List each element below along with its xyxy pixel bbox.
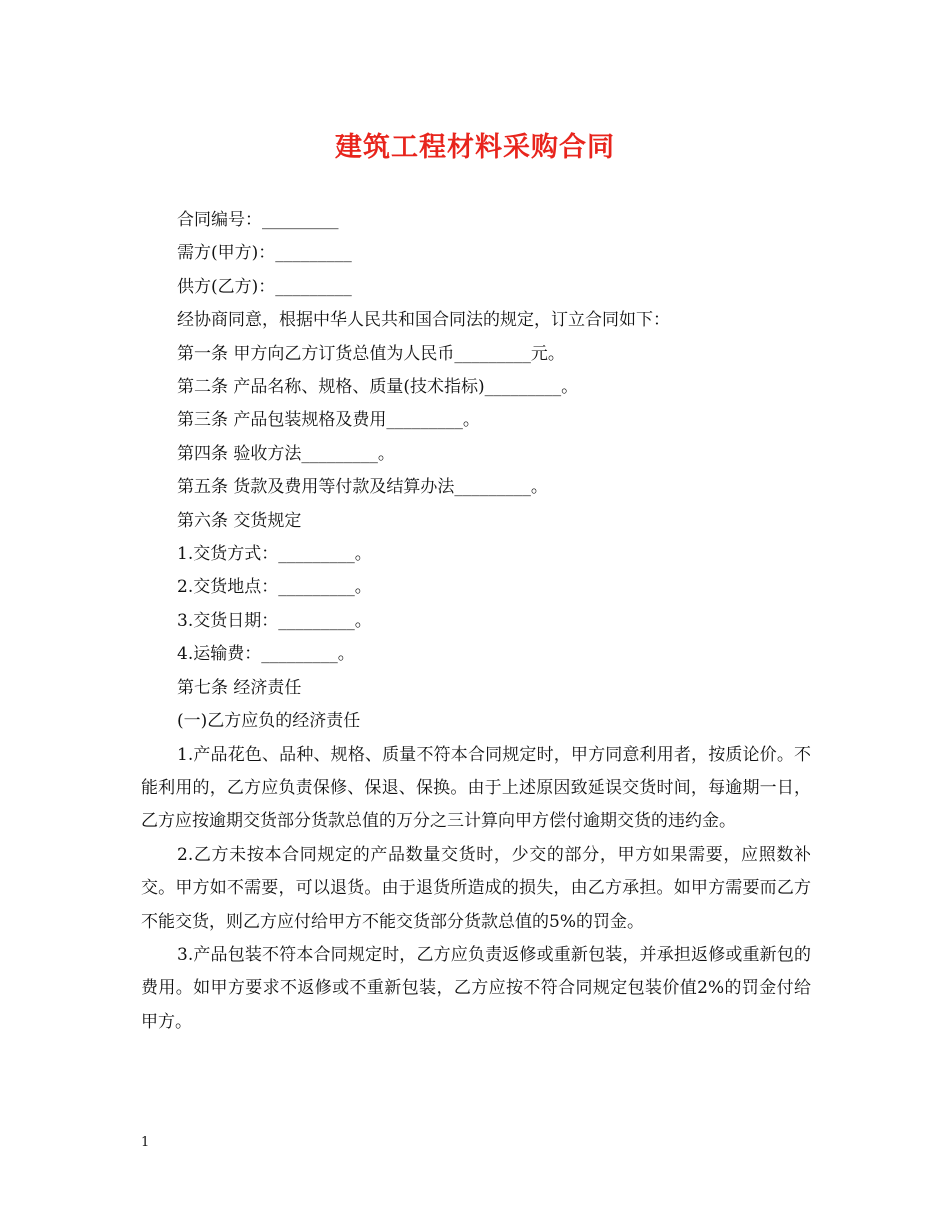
buyer-line: 需方(甲方)：_________ <box>177 243 352 264</box>
liability-paragraph-2: 2.乙方未按本合同规定的产品数量交货时，少交的部分，甲方如果需要，应照数补交。甲方如不需要，可以退货。由于退货所造成的损失，由乙方承担。如甲方需要而乙方不能交货，则乙方应付给甲方不能交货部分货款总值的5%的罚金。 <box>141 844 811 932</box>
article-3: 第三条 产品包装规格及费用_________。 <box>177 410 480 431</box>
article-6-heading: 第六条 交货规定 <box>177 510 302 531</box>
delivery-date: 3.交货日期：_________。 <box>177 610 372 631</box>
transport-fee: 4.运输费：_________。 <box>177 644 355 665</box>
liability-paragraph-3: 3.产品包装不符本合同规定时，乙方应负责返修或重新包装，并承担返修或重新包的费用。如甲方要求不返修或不重新包装，乙方应按不符合同规定包装价值2%的罚金付给甲方。 <box>141 944 811 1032</box>
article-1: 第一条 甲方向乙方订货总值为人民币_________元。 <box>177 343 565 364</box>
liability-paragraph-1: 1.产品花色、品种、规格、质量不符本合同规定时，甲方同意利用者，按质论价。不能利用的，乙方应负责保修、保退、保换。由于上述原因致延误交货时间，每逾期一日，乙方应按逾期交货部分货款总值的万分之三计算向甲方偿付逾期交货的违约金。 <box>141 744 811 832</box>
document-body <box>141 204 811 1039</box>
article-2: 第二条 产品名称、规格、质量(技术指标)_________。 <box>177 377 579 398</box>
article-5: 第五条 货款及费用等付款及结算办法_________。 <box>177 477 548 498</box>
delivery-method: 1.交货方式：_________。 <box>177 544 372 565</box>
page-number: 1 <box>141 1135 150 1150</box>
article-7-heading: 第七条 经济责任 <box>177 677 302 698</box>
section-one-heading: (一)乙方应负的经济责任 <box>177 711 361 732</box>
contract-number-line: 合同编号：_________ <box>177 210 339 230</box>
document-title: 建筑工程材料采购合同 <box>335 132 615 163</box>
delivery-location: 2.交货地点：_________。 <box>177 577 372 598</box>
preamble-line: 经协商同意，根据中华人民共和国合同法的规定，订立合同如下： <box>177 310 670 331</box>
article-4: 第四条 验收方法_________。 <box>177 443 395 464</box>
supplier-line: 供方(乙方)：_________ <box>177 276 352 297</box>
